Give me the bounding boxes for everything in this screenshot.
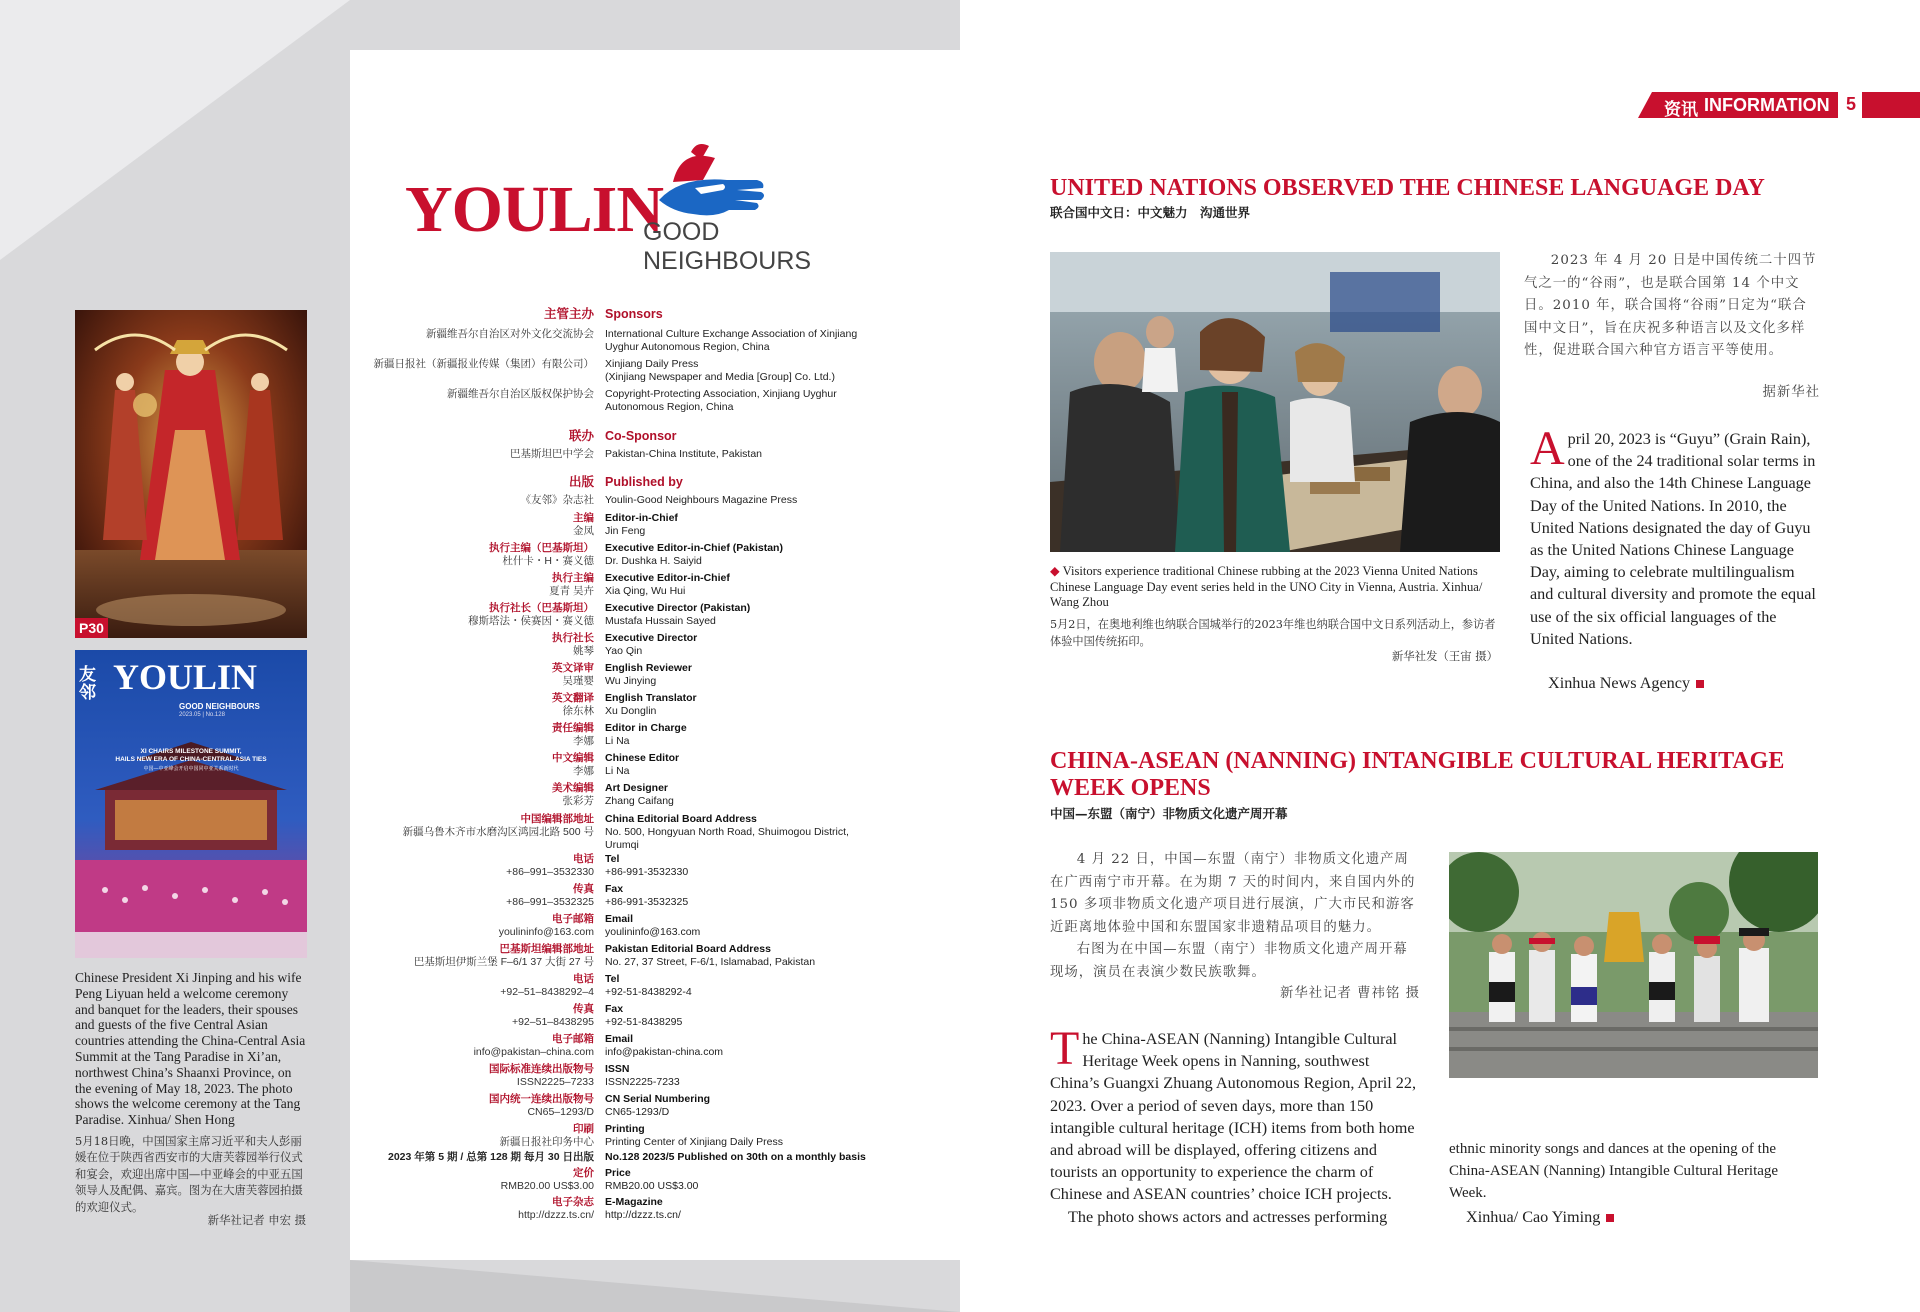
emag-heading-en: E-Magazine xyxy=(605,1196,663,1208)
article-2-body-en-p2: The photo shows actors and actresses performing xyxy=(1068,1208,1388,1226)
staff-role-en: Chinese Editor xyxy=(605,752,680,764)
staff-name-en: +92-51-8438292-4 xyxy=(605,986,692,998)
issue-cn: 2023 年第 5 期 / 总第 128 期 每月 30 日出版 xyxy=(388,1151,594,1163)
staff-name-cn: +86–991–3532325 xyxy=(506,896,594,908)
cover-headline-cn: 中国—中亚峰会开启中国同中亚关系新时代 xyxy=(143,766,239,772)
emag-heading-cn: 电子杂志 xyxy=(552,1196,594,1208)
issue-en: No.128 2023/5 Published on 30th on a monthly basis xyxy=(605,1151,866,1163)
staff-name-cn: 新疆日报社印务中心 xyxy=(499,1136,594,1148)
sponsor-2-en-line2: (Xinjiang Newspaper and Media [Group] Co. Ltd.) xyxy=(605,371,835,383)
camera-icon: ◆ xyxy=(1050,564,1063,578)
sponsor-3-en-line2: Autonomous Region, China xyxy=(605,401,734,413)
staff-name-en: Zhang Caifang xyxy=(605,795,674,807)
staff-role-en: Executive Director (Pakistan) xyxy=(605,602,751,614)
published-heading-en: Published by xyxy=(605,475,683,489)
staff-role-en: Fax xyxy=(605,1003,624,1015)
section-header xyxy=(1638,92,1920,118)
staff-role-en: English Reviewer xyxy=(605,662,692,674)
staff-role-cn: 电话 xyxy=(573,853,594,865)
article-2-headline-line2: WEEK OPENS xyxy=(1050,775,1211,801)
left-caption-credit: 新华社记者 申宏 摄 xyxy=(207,1213,306,1227)
sponsor-1-en-line1: International Culture Exchange Association of Xinjiang xyxy=(605,328,858,340)
price-en: RMB20.00 US$3.00 xyxy=(605,1180,699,1192)
staff-role-cn: 传真 xyxy=(573,883,594,895)
youlin-logo xyxy=(405,140,885,275)
end-mark-icon xyxy=(1606,1214,1614,1222)
staff-role-cn: 电子邮箱 xyxy=(552,1033,594,1045)
china-address-heading-cn: 中国编辑部地址 xyxy=(520,813,594,825)
staff-role-en: Email xyxy=(605,1033,634,1045)
staff-name-en: +86-991-3532325 xyxy=(605,896,689,908)
tang-paradise-photo xyxy=(75,310,307,638)
emag-link-en[interactable]: http://dzzz.ts.cn/ xyxy=(605,1209,681,1221)
sponsor-2-cn: 新疆日报社（新疆报业传媒（集团）有限公司） xyxy=(373,358,594,370)
staff-name-cn: 李娜 xyxy=(573,765,594,777)
sponsor-3-cn: 新疆维吾尔自治区版权保护协会 xyxy=(447,388,594,400)
staff-role-en: Executive Director xyxy=(605,632,698,644)
staff-name-cn: CN65–1293/D xyxy=(527,1106,594,1118)
staff-name-en: Mustafa Hussain Sayed xyxy=(605,615,716,627)
article-2-dropcap: T xyxy=(1050,1022,1080,1075)
cover-subtitle: GOOD NEIGHBOURS xyxy=(179,702,260,711)
sponsors-heading-cn: 主管主办 xyxy=(543,307,594,321)
staff-role-cn: 美术编辑 xyxy=(552,782,594,794)
staff-role-cn: 英文译审 xyxy=(552,662,594,674)
staff-role-en: Editor in Charge xyxy=(605,722,687,734)
cover-title-en: YOULIN xyxy=(113,657,258,697)
staff-name-en: +92-51-8438295 xyxy=(605,1016,683,1028)
magazine-cover[interactable] xyxy=(75,650,307,958)
staff-name-cn: 李娜 xyxy=(573,735,594,747)
article-2-body-cn-p2: 右图为在中国—东盟（南宁）非物质文化遗产周开幕现场，演员在表演少数民族歌舞。 xyxy=(1050,942,1408,980)
staff-role-cn: 执行社长 xyxy=(552,632,594,644)
article-1-body-en: April 20, 2023 is “Guyu” (Grain Rain), one of the 24 traditional solar terms in China, and also the 14th Chinese Language Day of the United Nations. In 2010, the United Nations designated the day of Guyu as the United Nations Chinese Language Day, aiming to celebrate multilingualism and cultural diversity and promote the equal use of the six official languages of the United Nations. xyxy=(1530,422,1816,648)
staff-name-cn: 张彩芳 xyxy=(562,795,594,807)
staff-role-cn: 执行社长（巴基斯坦） xyxy=(489,602,594,614)
cosponsor-heading-en: Co-Sponsor xyxy=(605,429,677,443)
staff-name-en: Jin Feng xyxy=(605,525,646,537)
china-address-en-line2: Urumqi xyxy=(605,839,639,851)
staff-role-en: ISSN xyxy=(605,1063,630,1075)
staff-name-en: Li Na xyxy=(605,765,630,777)
page-number: 5 xyxy=(1846,94,1857,114)
cover-issue: 2023.05 | No.128 xyxy=(179,712,225,718)
article-1-subtitle-cn: 联合国中文日：中文魅力 沟通世界 xyxy=(1050,205,1251,220)
article-1-credit: Xinhua News Agency xyxy=(1548,672,1704,694)
staff-role-cn: 中文编辑 xyxy=(552,752,594,764)
article-1-body-cn-source: 据新华社 xyxy=(1762,385,1820,400)
china-address-cn: 新疆乌鲁木齐市水磨沟区鸿园北路 500 号 xyxy=(402,826,594,838)
staff-role-cn: 国内统一连续出版物号 xyxy=(489,1093,594,1105)
price-heading-en: Price xyxy=(605,1167,631,1179)
section-label-en: INFORMATION xyxy=(1704,95,1830,115)
cover-headline-2: HAILS NEW ERA OF CHINA-CENTRAL ASIA TIES xyxy=(115,756,267,763)
article-1-photo-caption-en: ◆ Visitors experience traditional Chinese rubbing at the 2023 Vienna United Nations Chinese Language Day event series held in the UNO City in Vienna, Austria. Xinhua/ Wang Zhou xyxy=(1050,564,1483,609)
cosponsor-en: Pakistan-China Institute, Pakistan xyxy=(605,448,762,460)
nanning-performance-photo xyxy=(1449,852,1818,1078)
staff-name-en: CN65-1293/D xyxy=(605,1106,670,1118)
page-label-badge: P30 xyxy=(75,618,108,638)
staff-name-en: youlininfo@163.com xyxy=(605,926,701,938)
staff-role-cn: 巴基斯坦编辑部地址 xyxy=(499,943,594,955)
staff-name-cn: ISSN2225–7233 xyxy=(516,1076,594,1088)
sponsor-1-cn: 新疆维吾尔自治区对外文化交流协会 xyxy=(426,328,594,340)
article-2-body-cn-p1: 4 月 22 日，中国—东盟（南宁）非物质文化遗产周在广西南宁市开幕。在为期 7 天的时间内，来自国内外的 150 多项非物质文化遗产项目进行展演，广大市民和游客近距离地体验中国和东盟国家非遗精品项目的魅力。 xyxy=(1050,852,1416,935)
staff-name-cn: 杜什卡・H・赛义德 xyxy=(502,555,594,567)
staff-name-cn: 吴瑾婴 xyxy=(562,675,594,687)
publisher-en: Youlin-Good Neighbours Magazine Press xyxy=(605,494,798,506)
staff-role-cn: 印刷 xyxy=(573,1123,594,1135)
staff-role-cn: 主编 xyxy=(573,512,594,524)
cosponsor-cn: 巴基斯坦巴中学会 xyxy=(510,448,594,460)
published-heading-cn: 出版 xyxy=(568,475,594,489)
left-caption-en: Chinese President Xi Jinping and his wife Peng Liyuan held a welcome ceremony and banquet for the leaders, their spouses and guests of the five Central Asian countries attending the China-Central Asia Summit at the Tang Paradise in Xi’an, northwest China’s Shaanxi Province, on the evening of May 18, 2023. The photo shows the welcome ceremony at the Tang Paradise. Xinhua/ Shen Hong xyxy=(75,970,306,1128)
staff-name-cn: +92–51–8438295 xyxy=(511,1016,594,1028)
china-address-heading-en: China Editorial Board Address xyxy=(605,813,757,825)
staff-role-cn: 执行主编（巴基斯坦） xyxy=(489,542,594,554)
article-1-headline: UNITED NATIONS OBSERVED THE CHINESE LANGUAGE DAY xyxy=(1050,175,1765,201)
staff-role-en: Art Designer xyxy=(605,782,669,794)
staff-name-cn: 徐东林 xyxy=(562,705,594,717)
staff-name-en: No. 27, 37 Street, F-6/1, Islamabad, Pakistan xyxy=(605,956,816,968)
article-2-credit: Xinhua/ Cao Yiming xyxy=(1466,1206,1614,1228)
staff-name-en: +86-991-3532330 xyxy=(605,866,689,878)
end-mark-icon xyxy=(1696,680,1704,688)
staff-role-cn: 责任编辑 xyxy=(552,722,594,734)
staff-role-cn: 电话 xyxy=(573,973,594,985)
staff-name-cn: 金凤 xyxy=(573,525,594,537)
staff-name-en: Li Na xyxy=(605,735,630,747)
staff-name-en: Dr. Dushka H. Saiyid xyxy=(605,555,702,567)
china-address-en-line1: No. 500, Hongyuan North Road, Shuimogou District, xyxy=(605,826,849,838)
staff-role-en: Pakistan Editorial Board Address xyxy=(605,943,771,955)
staff-name-cn: +86–991–3532330 xyxy=(506,866,594,878)
staff-name-cn: 夏青 吴卉 xyxy=(549,585,594,597)
staff-role-en: Editor-in-Chief xyxy=(605,512,678,524)
article-2-subtitle-cn: 中国—东盟（南宁）非物质文化遗产周开幕 xyxy=(1050,806,1288,821)
emag-link-cn[interactable]: http://dzzz.ts.cn/ xyxy=(518,1209,594,1221)
staff-role-cn: 传真 xyxy=(573,1003,594,1015)
article-1-dropcap: A xyxy=(1530,422,1565,475)
staff-name-cn: info@pakistan–china.com xyxy=(473,1046,594,1058)
staff-name-cn: 姚琴 xyxy=(573,645,594,657)
article-2-headline-line1: CHINA-ASEAN (NANNING) INTANGIBLE CULTURAL HERITAGE xyxy=(1050,748,1785,774)
sponsor-3-en-line1: Copyright-Protecting Association, Xinjiang Uyghur xyxy=(605,388,837,400)
staff-role-cn: 国际标准连续出版物号 xyxy=(489,1063,594,1075)
left-caption-cn: 5月18日晚，中国国家主席习近平和夫人彭丽媛在位于陕西省西安市的大唐芙蓉园举行仪式和宴会，欢迎出席中国—中亚峰会的中亚五国领导人及配偶、嘉宾。图为在大唐芙蓉园拍摄的欢迎仪式。 xyxy=(75,1134,303,1214)
logo-tagline: GOOD NEIGHBOURS xyxy=(643,218,812,275)
logo-name: YOULIN xyxy=(405,173,664,246)
staff-role-en: Executive Editor-in-Chief xyxy=(605,572,730,584)
staff-role-en: Tel xyxy=(605,853,620,865)
staff-role-en: CN Serial Numbering xyxy=(605,1093,711,1105)
staff-name-en: Yao Qin xyxy=(605,645,643,657)
article-2-body-en-continued: ethnic minority songs and dances at the opening of the China-ASEAN (Nanning) Intangible Cultural Heritage Week. xyxy=(1449,1141,1779,1202)
staff-role-en: English Translator xyxy=(605,692,697,704)
staff-name-cn: 穆斯塔法・侯赛因・赛义德 xyxy=(468,615,594,627)
sponsor-2-en-line1: Xinjiang Daily Press xyxy=(605,358,699,370)
staff-name-en: Printing Center of Xinjiang Daily Press xyxy=(605,1136,783,1148)
staff-name-cn: 巴基斯坦伊斯兰堡 F–6/1 37 大街 27 号 xyxy=(413,956,594,968)
staff-name-en: Wu Jinying xyxy=(605,675,657,687)
cover-headline-1: XI CHAIRS MILESTONE SUMMIT, xyxy=(140,748,242,755)
staff-role-en: Tel xyxy=(605,973,620,985)
staff-role-cn: 英文翻译 xyxy=(552,692,594,704)
staff-name-en: Xia Qing, Wu Hui xyxy=(605,585,686,597)
cosponsor-heading-cn: 联办 xyxy=(568,429,594,443)
sponsor-1-en-line2: Uyghur Autonomous Region, China xyxy=(605,341,770,353)
article-1-body-cn: 2023 年 4 月 20 日是中国传统二十四节气之一的“谷雨”，也是联合国第 14 个中文日。2010 年，联合国将“谷雨”日定为“联合国中文日”，旨在庆祝多种语言以及文化多样性，促进联合国六种官方语言平等使用。 xyxy=(1524,253,1817,358)
staff-name-en: Xu Donglin xyxy=(605,705,657,717)
price-cn: RMB20.00 US$3.00 xyxy=(500,1180,594,1192)
article-2-body-cn-credit: 新华社记者 曹祎铭 摄 xyxy=(1279,986,1420,1001)
staff-role-en: Email xyxy=(605,913,634,925)
cover-title-cn: 友邻 xyxy=(79,665,96,703)
staff-name-en: info@pakistan-china.com xyxy=(605,1046,724,1058)
staff-role-cn: 电子邮箱 xyxy=(552,913,594,925)
price-heading-cn: 定价 xyxy=(573,1167,594,1179)
staff-role-en: Executive Editor-in-Chief (Pakistan) xyxy=(605,542,783,554)
staff-role-cn: 执行主编 xyxy=(552,572,594,584)
staff-name-cn: youlininfo@163.com xyxy=(498,926,594,938)
staff-role-en: Printing xyxy=(605,1123,645,1135)
un-event-photo xyxy=(1050,252,1500,552)
article-2-body-en-p1: The China-ASEAN (Nanning) Intangible Cultural Heritage Week opens in Nanning, southwest China’s Guangxi Zhuang Autonomous Region, April 22, 2023. Over a period of seven days, more than 150 intangible cultural heritage (ICH) items from both home and abroad will be displayed, offering citizens and tourists an opportunity to experience the charm of Chinese and ASEAN countries’ choice ICH projects. xyxy=(1050,1022,1417,1204)
masthead xyxy=(350,308,960,1268)
staff-name-cn: +92–51–8438292–4 xyxy=(500,986,594,998)
publisher-cn: 《友邻》杂志社 xyxy=(520,494,594,506)
article-1-photo-credit: 新华社发（王宙 摄） xyxy=(1391,649,1498,663)
article-1-photo-caption-cn: 5月2日，在奥地利维也纳联合国城举行的2023年维也纳联合国中文日系列活动上，参访者体验中国传统拓印。 xyxy=(1050,618,1496,648)
section-label-cn: 资讯 xyxy=(1664,100,1698,120)
staff-role-en: Fax xyxy=(605,883,624,895)
sponsors-heading-en: Sponsors xyxy=(605,307,663,321)
staff-name-en: ISSN2225-7233 xyxy=(605,1076,680,1088)
